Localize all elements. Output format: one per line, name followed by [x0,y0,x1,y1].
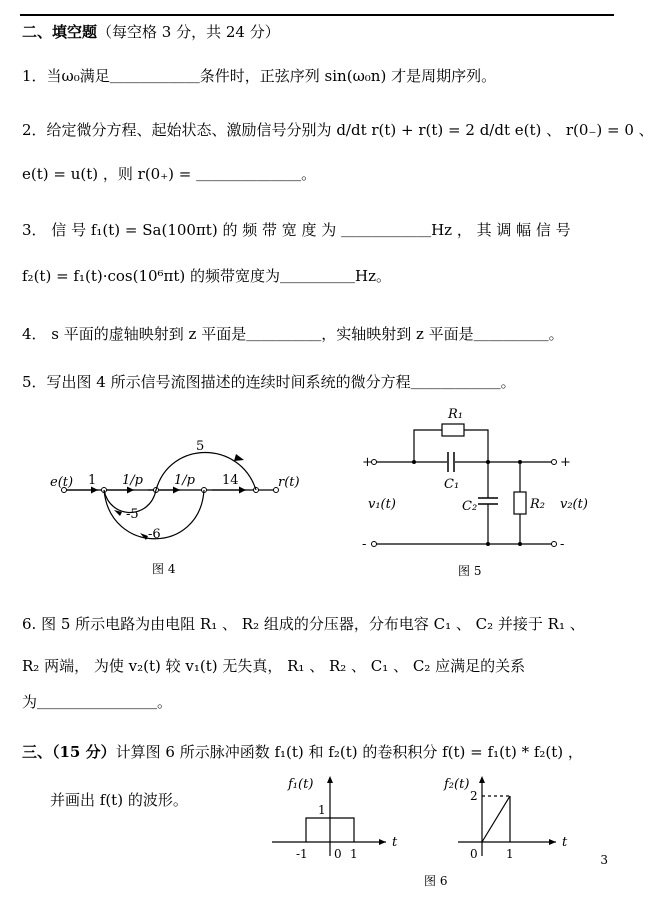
question-6-line-2: R₂ 两端， 为使 v₂(t) 较 v₁(t) 无失真， R₁ 、 R₂ 、 C₁ 、 C₂ 应满足的关系 [22,657,526,675]
question-6-line-3: 为＿＿＿＿＿＿＿＿。 [22,693,173,711]
fig4-gain-top: 5 [196,439,205,454]
top-rule [20,14,614,16]
label-v2: v₂(t) [560,497,588,512]
junction-4 [486,542,490,546]
fig4-gain-fb1: -5 [126,507,139,522]
label-plus-right: + [560,455,571,470]
label-minus-right: - [560,537,565,552]
f1-y-arrow [327,776,333,783]
question-2-line-1: 2．给定微分方程、起始状态、激励信号分别为 d/dt r(t) + r(t) = 2 d/dt e(t) 、 r(0₋) = 0 、 [22,121,654,139]
f1-t-label: t [392,835,398,850]
f1-tick-1: 1 [350,847,358,861]
section-2-heading: 二、填空题 [22,23,98,41]
terminal-out-plus [552,460,557,465]
label-minus-left: - [362,537,367,552]
fig4-input-label: e(t) [50,475,74,490]
section-3-line-2: 并画出 f(t) 的波形。 [50,791,188,809]
figure-4-caption: 图 4 [152,562,176,576]
label-plus-left: + [362,455,373,470]
figure-5-circuit [364,400,594,560]
fig4-gain-a: 1/p [122,473,143,488]
label-r1: R₁ [448,407,463,422]
terminal-out-minus [552,542,557,547]
question-4: 4． s 平面的虚轴映射到 z 平面是＿＿＿＿＿，实轴映射到 z 平面是＿＿＿＿＿。 [22,325,564,343]
label-c2: C₂ [462,499,478,514]
f1-t-arrow [379,839,386,845]
f1-label: f₁(t) [288,777,314,792]
label-r2: R₂ [530,497,545,512]
junction-1 [412,460,416,464]
f1-tick-0: 0 [334,847,342,861]
question-3-line-2: f₂(t) = f₁(t)·cos(10⁶πt) 的频带宽度为＿＿＿＿＿Hz。 [22,267,392,285]
r1-wire-right [464,430,488,462]
fig4-gain-out: 14 [222,473,239,488]
junction-5 [518,542,522,546]
figure-6-caption: 图 6 [424,874,448,888]
question-5: 5．写出图 4 所示信号流图描述的连续时间系统的微分方程＿＿＿＿＿＿。 [22,373,516,391]
f2-ramp [482,796,510,842]
f1-level: 1 [318,803,326,817]
f2-t-label: t [562,835,568,850]
f2-tick-0: 0 [470,847,478,861]
fig4-gain-b: 1/p [174,473,195,488]
f1-tick-minus1: -1 [296,847,308,861]
section-2-heading-line [22,22,280,42]
page-number: 3 [600,853,608,867]
section-2-note: （每空格 3 分，共 24 分） [97,23,280,41]
f2-label: f₂(t) [444,777,470,792]
f2-t-arrow [549,839,556,845]
question-3-line-1: 3． 信 号 f₁(t) = Sa(100πt) 的 频 带 宽 度 为 ＿＿＿＿＿＿Hz ， 其 调 幅 信 号 [22,221,571,239]
section-3-heading: 三、（15 分） [22,743,116,761]
label-v1: v₁(t) [368,497,396,512]
junction-3 [518,460,522,464]
question-1: 1．当ω₀满足＿＿＿＿＿＿条件时，正弦序列 sin(ω₀n) 才是周期序列。 [22,67,497,85]
terminal-in-minus [372,542,377,547]
resistor-r1 [442,424,464,436]
section-3-text-1: 计算图 6 所示脉冲函数 f₁(t) 和 f₂(t) 的卷积积分 f(t) = f₁(t) * f₂(t) ， [115,743,583,761]
arrow-top-arc [234,454,244,461]
r1-wire-left [414,430,442,462]
f2-tick-1: 1 [506,847,514,861]
resistor-r2 [514,492,526,514]
figure-4-signal-flow-graph [50,430,310,580]
f2-level: 2 [470,789,478,803]
fig4-output-label: r(t) [278,475,300,490]
question-2-line-2: e(t) = u(t) ，则 r(0₊) = ＿＿＿＿＿＿＿。 [22,165,317,183]
section-3-line-1 [22,742,583,762]
figure-6-waveforms [268,770,588,860]
label-c1: C₁ [444,477,460,492]
question-6-line-1: 6. 图 5 所示电路为由电阻 R₁ 、 R₂ 组成的分压器，分布电容 C₁ 、 C₂ 并接于 R₁ 、 [22,615,585,633]
f2-y-arrow [479,776,485,783]
junction-2 [486,460,490,464]
fig4-gain-fb2: -6 [148,527,161,542]
figure-5-caption: 图 5 [458,564,482,578]
fig4-gain-in: 1 [88,473,97,488]
